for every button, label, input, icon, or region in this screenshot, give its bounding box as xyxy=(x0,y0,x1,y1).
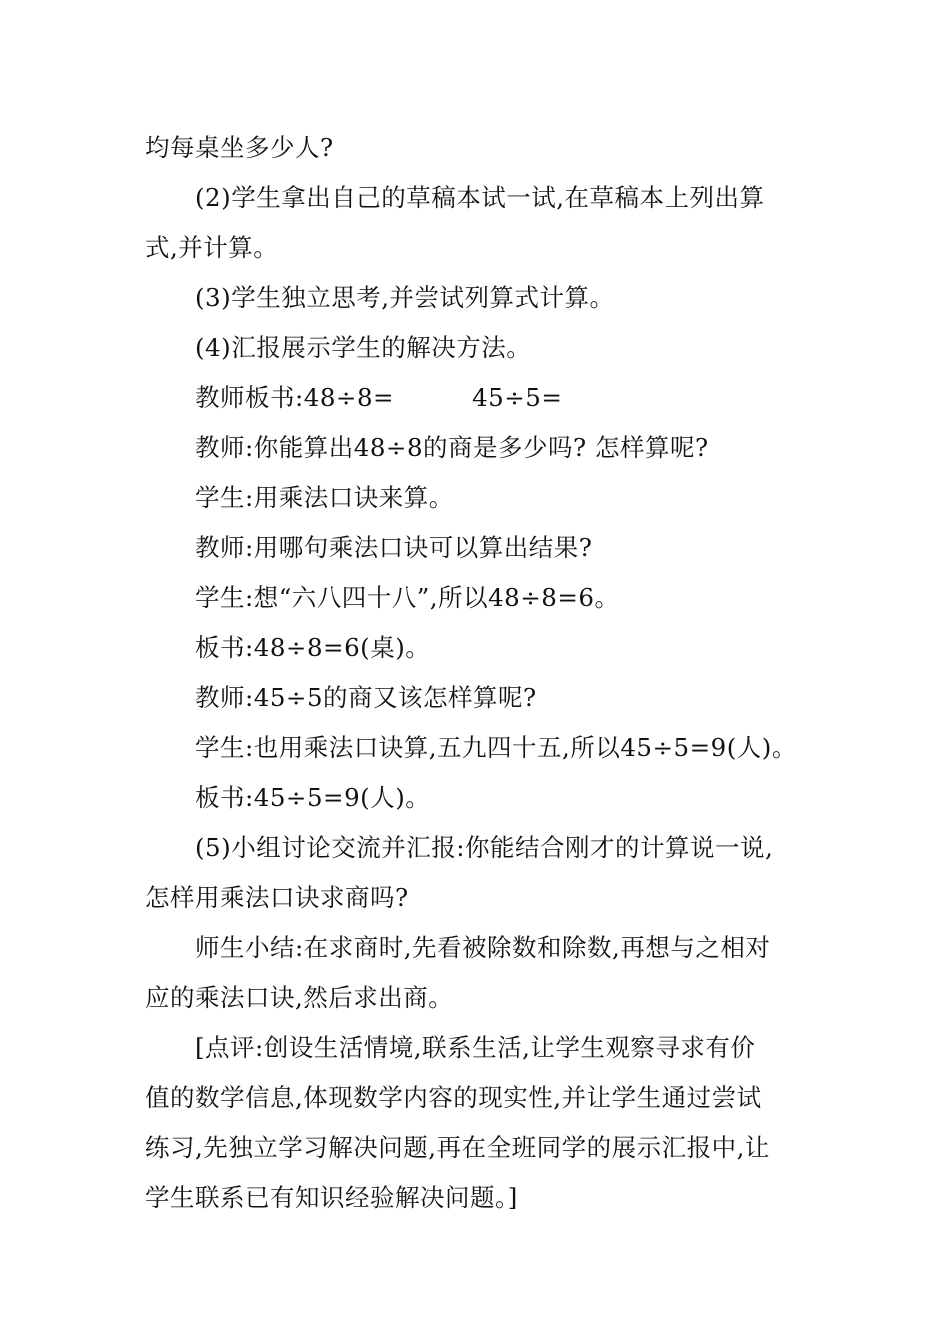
paragraph-line: 式,并计算。 xyxy=(145,233,279,262)
paragraph-line: 教师:用哪句乘法口诀可以算出结果? xyxy=(195,533,593,562)
paragraph-line: (5)小组讨论交流并汇报:你能结合刚才的计算说一说, xyxy=(195,833,774,862)
paragraph-line: 教师:45÷5的商又该怎样算呢? xyxy=(195,683,537,712)
paragraph-line: 学生联系已有知识经验解决问题。] xyxy=(145,1183,518,1212)
board-writing-line xyxy=(195,383,562,413)
paragraph-line: [点评:创设生活情境,联系生活,让学生观察寻求有价 xyxy=(195,1033,756,1062)
paragraph-line: 学生:也用乘法口诀算,五九四十五,所以45÷5=9(人)。 xyxy=(195,733,797,762)
paragraph-line: 值的数学信息,体现数学内容的现实性,并让学生通过尝试 xyxy=(145,1083,762,1112)
paragraph-line: 学生:用乘法口诀来算。 xyxy=(195,483,454,512)
board-writing-label: 教师板书:48÷8= xyxy=(195,383,395,412)
paragraph-line: 学生:想“六八四十八”,所以48÷8=6。 xyxy=(195,583,620,612)
paragraph-line: 教师:你能算出48÷8的商是多少吗? 怎样算呢? xyxy=(195,433,709,462)
paragraph-line: 应的乘法口诀,然后求出商。 xyxy=(145,983,454,1012)
paragraph-line: (2)学生拿出自己的草稿本试一试,在草稿本上列出算 xyxy=(195,183,765,212)
paragraph-line: 板书:45÷5=9(人)。 xyxy=(195,783,431,812)
paragraph-line: 练习,先独立学习解决问题,再在全班同学的展示汇报中,让 xyxy=(145,1133,770,1162)
paragraph-line: 师生小结:在求商时,先看被除数和除数,再想与之相对 xyxy=(195,933,771,962)
paragraph-line: (4)汇报展示学生的解决方法。 xyxy=(195,333,532,362)
paragraph-line: 均每桌坐多少人? xyxy=(145,133,334,162)
board-writing-second: 45÷5= xyxy=(472,383,563,412)
paragraph-line: (3)学生独立思考,并尝试列算式计算。 xyxy=(195,283,615,312)
paragraph-line: 怎样用乘法口诀求商吗? xyxy=(145,883,409,912)
paragraph-line: 板书:48÷8=6(桌)。 xyxy=(195,633,431,662)
